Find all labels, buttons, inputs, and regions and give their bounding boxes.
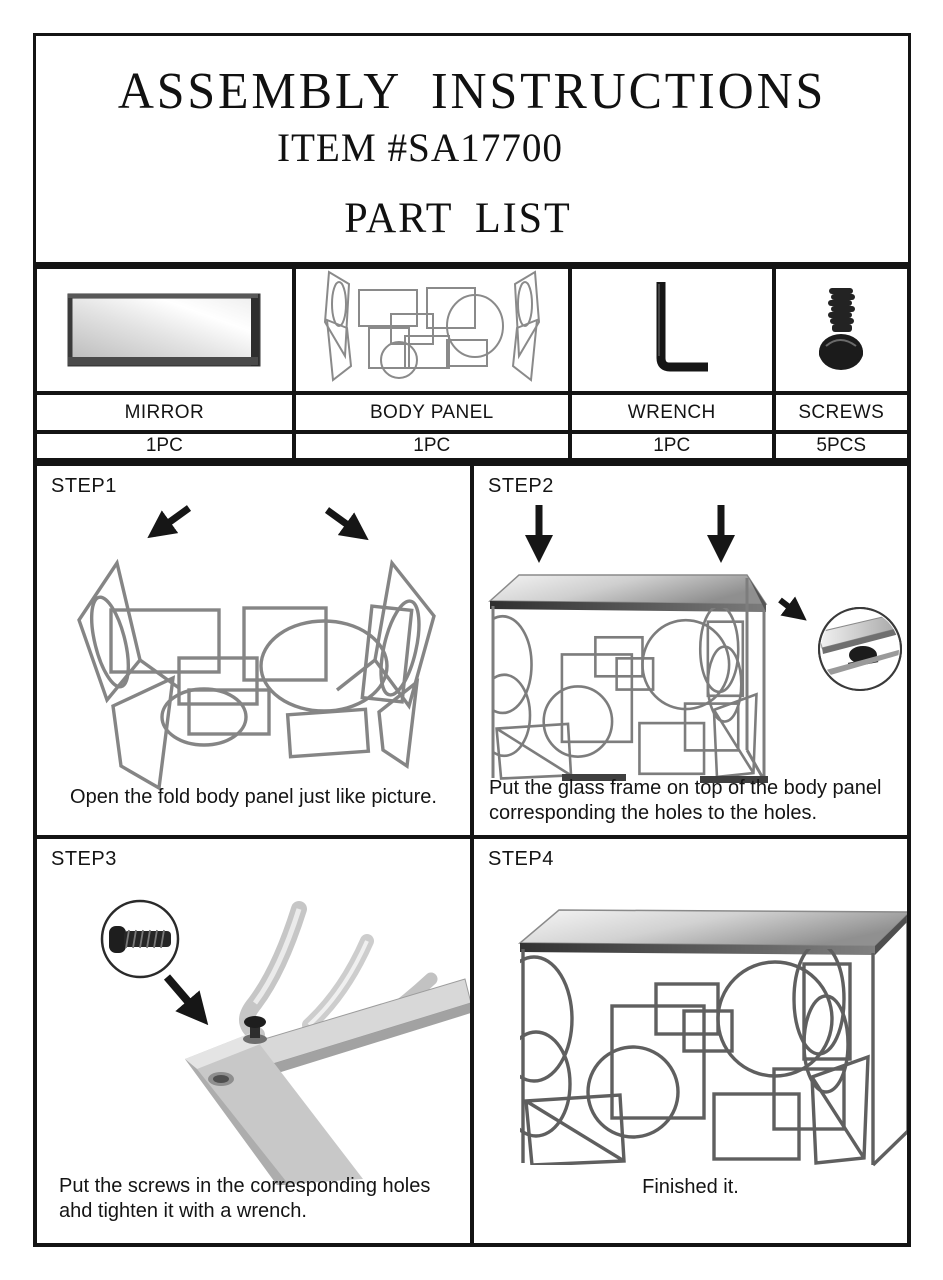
frame-joint-photo [185,909,471,1185]
header-box [33,33,911,265]
detail-pointer-arrow-icon [780,600,802,617]
page-title: ASSEMBLY INSTRUCTIONS [117,63,827,120]
step-4-caption: Finished it. [642,1175,739,1198]
step-3-caption: Put the screws in the corresponding holes ahd tighten it with a wrench. [59,1175,431,1222]
step-1-illustration [37,500,472,800]
screw-detail-inset [102,901,178,977]
step-2-panel [472,464,909,837]
step-4-label: STEP4 [488,848,554,870]
step-2-illustration [474,500,909,800]
part-qty: 1PC [35,432,294,460]
mirror-image [65,291,263,369]
step-1-label: STEP1 [51,475,117,497]
screw-image [810,284,872,376]
step-1-panel [35,464,472,837]
step-3-illustration [37,867,472,1187]
part-name: WRENCH [570,393,774,432]
allen-wrench-image-cell [570,267,774,393]
part-qty: 5PCS [774,432,909,460]
mirror-image-cell [35,267,294,393]
steps-section [33,462,911,1247]
part-qty: 1PC [294,432,570,460]
part-qty: 1PC [570,432,774,460]
step-1-caption: Open the fold body panel just like picture. [70,785,437,808]
part-list-heading: PART LIST [344,195,572,242]
step-4-illustration [474,869,909,1199]
screw-pointer-arrow-icon [167,977,203,1019]
open-arrow-left-icon [153,508,189,534]
corner-detail-inset [819,608,907,690]
step-3-panel [35,837,472,1245]
finished-table [496,910,909,1165]
screw-image-cell [774,267,909,393]
item-number: ITEM #SA17700 [276,125,564,170]
step-3-label: STEP3 [51,848,117,870]
body-panel-opened-wireframe [79,563,434,788]
body-panel-image-cell [294,267,570,393]
open-arrow-right-icon [327,510,363,536]
parts-table [33,265,911,462]
part-name: SCREWS [774,393,909,432]
part-name: BODY PANEL [294,393,570,432]
part-name: MIRROR [35,393,294,432]
step-4-panel [472,837,909,1245]
step-2-caption: Put the glass frame on top of the body panel corresponding the holes to the holes. [489,777,882,824]
allen-wrench-image [628,276,716,384]
glass-frame-on-body-panel [474,575,768,783]
body-panel-image [307,270,557,390]
step-2-label: STEP2 [488,475,554,497]
